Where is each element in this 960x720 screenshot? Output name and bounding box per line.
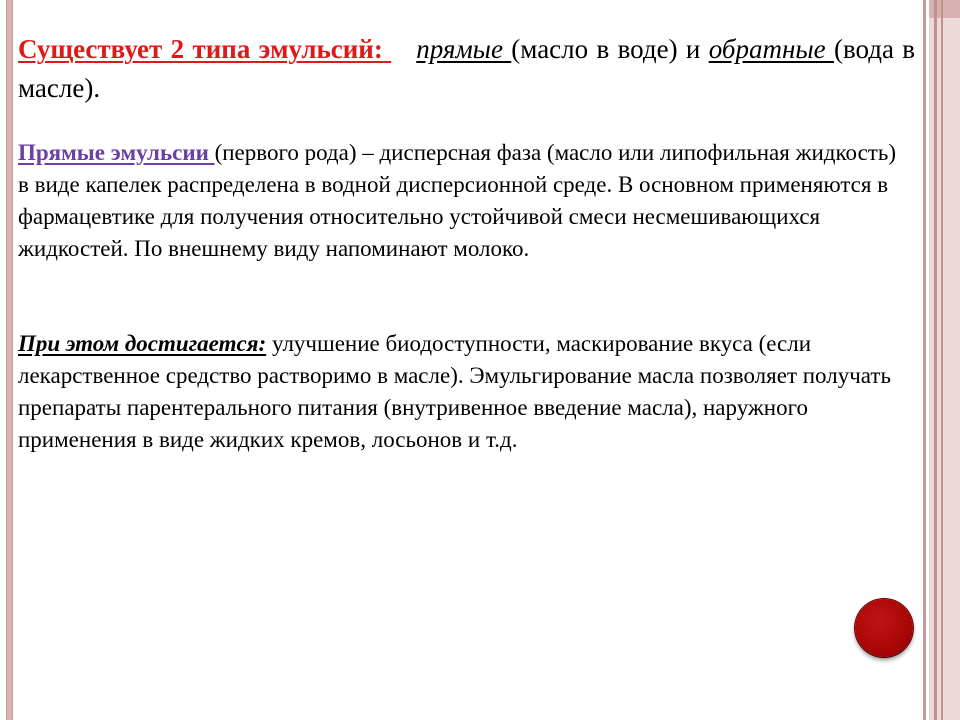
right-frame-line xyxy=(923,0,926,720)
direct-emulsion-term: прямые xyxy=(416,34,512,64)
emulsion-types-lead: Существует 2 типа эмульсий: xyxy=(18,34,383,64)
achieved-text: улучшение биодоступности, маскирование вкуса (если лекарственное средство растворимо в масле). Эмульгирование масла позволяет получать препараты парентерального питания (внутривенное введение масла), наружного применения в виде жидких кремов, лосьонов и т.д. xyxy=(18,331,891,452)
right-frame-stripe xyxy=(934,0,937,720)
emulsion-types-lead-gap xyxy=(383,34,391,64)
reverse-emulsion-description: (вода в масле). xyxy=(18,34,916,103)
achieved-term: При этом достигается: xyxy=(18,331,267,356)
direct-emulsion-description: (масло в воде) и xyxy=(511,34,701,64)
reverse-emulsion-term: обратные xyxy=(708,34,834,64)
right-frame-stripe xyxy=(941,0,943,720)
emulsion-types-paragraph xyxy=(18,30,915,108)
achieved-paragraph xyxy=(18,328,898,456)
red-circle-icon[interactable] xyxy=(855,599,913,657)
direct-emulsions-paragraph xyxy=(18,137,898,265)
left-frame-bar xyxy=(6,0,13,720)
direct-emulsions-term: Прямые эмульсии xyxy=(18,140,215,165)
direct-emulsions-text: (первого рода) – дисперсная фаза (масло или липофильная жидкость) в виде капелек распределена в водной дисперсионной среде. В основном применяются в фармацевтике для получения относительно устойчивой смеси несмешивающихся жидкостей. По внешнему виду напоминают молоко. xyxy=(18,140,896,261)
